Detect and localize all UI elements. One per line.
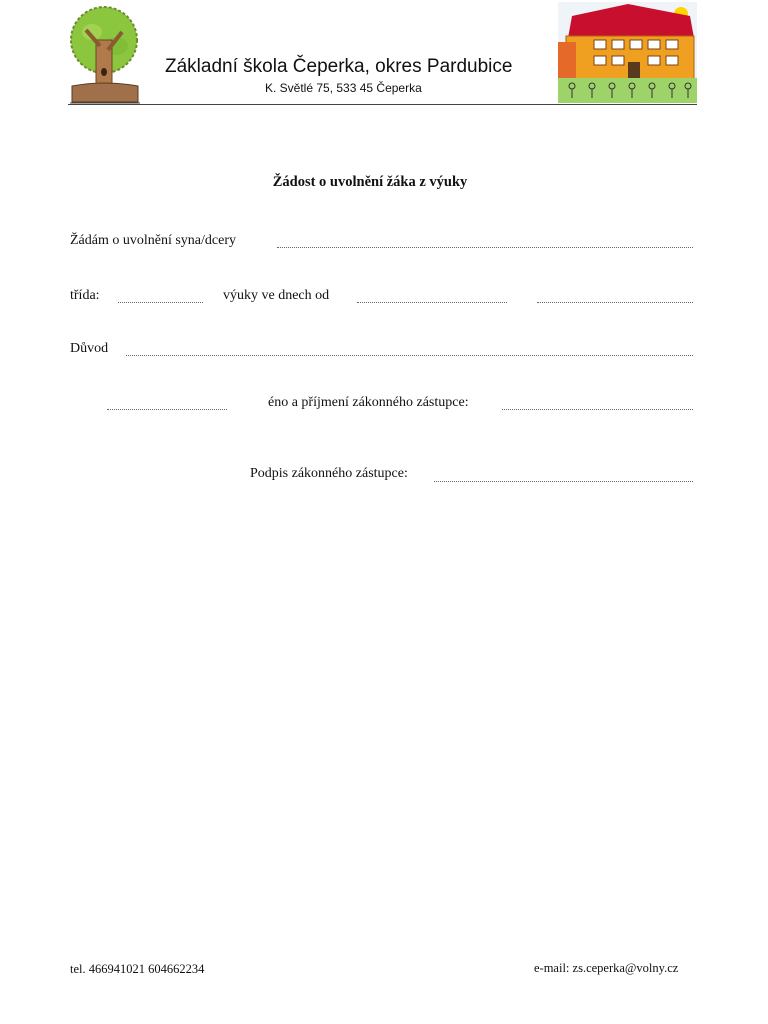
footer-phone: tel. 466941021 604662234 <box>70 962 205 976</box>
request-label: Žádám o uvolnění syna/dcery <box>70 233 237 248</box>
student-name-field[interactable] <box>277 247 693 248</box>
school-address: K. Světlé 75, 533 45 Čeperka <box>265 81 422 95</box>
footer-email: e-mail: zs.ceperka@volny.cz <box>534 961 679 975</box>
guardian-signature-field[interactable] <box>434 481 693 482</box>
class-field[interactable] <box>118 302 203 303</box>
days-label: výuky ve dnech od <box>223 288 330 303</box>
form-title: Žádost o uvolnění žáka z výuky <box>272 174 468 190</box>
tree-drawing-icon <box>66 2 142 104</box>
guardian-signature-label: Podpis zákonného zástupce: <box>250 466 408 481</box>
guardian-name-field[interactable] <box>502 409 693 410</box>
school-building-drawing-icon <box>558 2 697 103</box>
header-divider <box>68 104 697 105</box>
guardian-name-label: éno a příjmení zákonného zástupce: <box>268 395 469 410</box>
reason-label: Důvod <box>70 341 109 356</box>
reason-field[interactable] <box>126 355 693 356</box>
school-name: Základní škola Čeperka, okres Pardubice <box>165 56 513 77</box>
date-to-field[interactable] <box>537 302 693 303</box>
date-from-field[interactable] <box>357 302 507 303</box>
class-label: třída: <box>70 288 100 303</box>
guardian-name-prefix-field[interactable] <box>107 409 227 410</box>
